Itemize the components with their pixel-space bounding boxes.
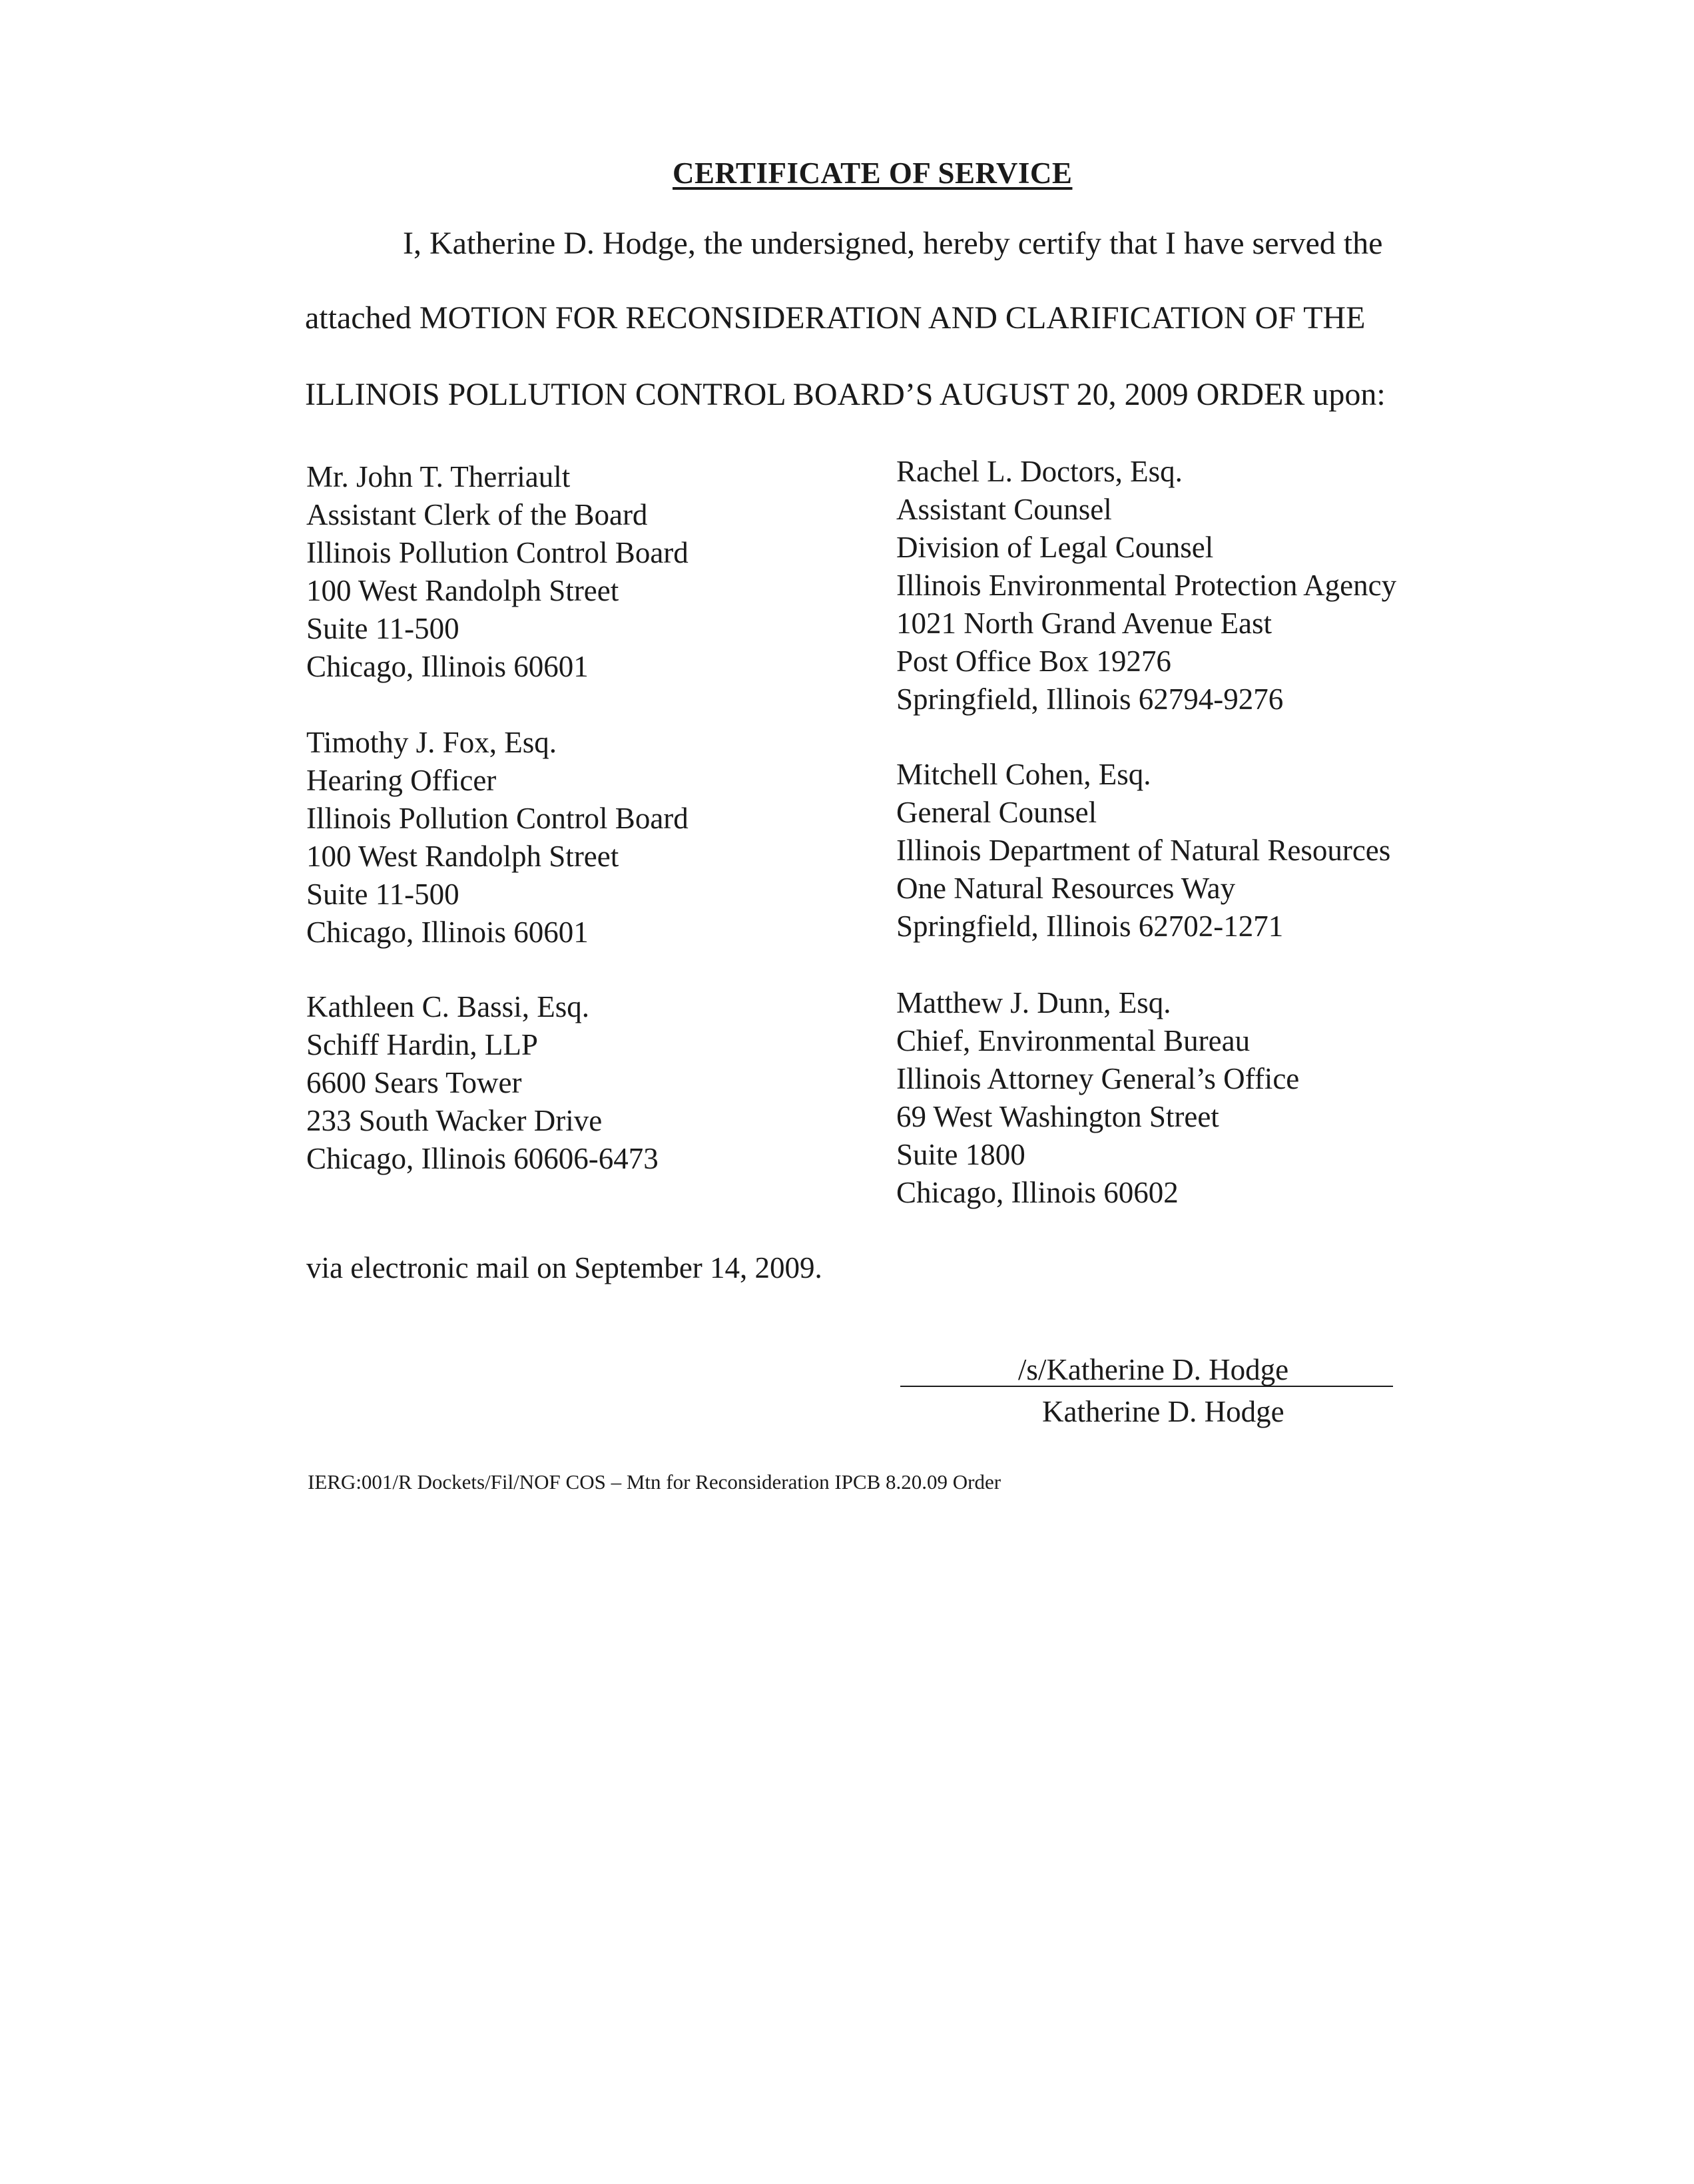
page-title: CERTIFICATE OF SERVICE: [673, 156, 1073, 190]
address-line: Suite 1800: [896, 1138, 1025, 1171]
address-line: Kathleen C. Bassi, Esq.: [306, 990, 589, 1023]
address-line: Timothy J. Fox, Esq.: [306, 726, 557, 759]
address-line: General Counsel: [896, 796, 1097, 829]
recipient-address-dunn: [896, 984, 1299, 1212]
recipient-address-therriault: [306, 458, 689, 686]
recipient-address-doctors: [896, 453, 1396, 718]
address-line: Suite 11-500: [306, 878, 459, 911]
recipient-address-cohen: [896, 756, 1390, 946]
address-line: 69 West Washington Street: [896, 1100, 1219, 1133]
address-line: Matthew J. Dunn, Esq.: [896, 986, 1171, 1019]
address-line: Springfield, Illinois 62794-9276: [896, 682, 1284, 716]
document-footer: IERG:001/R Dockets/Fil/NOF COS – Mtn for Reconsideration IPCB 8.20.09 Order: [308, 1470, 1001, 1494]
address-line: Schiff Hardin, LLP: [306, 1028, 538, 1061]
address-line: Post Office Box 19276: [896, 645, 1171, 678]
address-line: Division of Legal Counsel: [896, 531, 1214, 564]
address-line: Illinois Environmental Protection Agency: [896, 569, 1397, 602]
address-line: Illinois Department of Natural Resources: [896, 834, 1391, 867]
address-line: Chicago, Illinois 60601: [306, 650, 589, 683]
address-line: Suite 11-500: [306, 612, 459, 645]
address-line: Mr. John T. Therriault: [306, 460, 571, 493]
address-line: Illinois Pollution Control Board: [306, 536, 689, 569]
certification-line-3: ILLINOIS POLLUTION CONTROL BOARD’S AUGUST 20, 2009 ORDER upon:: [305, 377, 1386, 412]
address-line: Assistant Clerk of the Board: [306, 498, 648, 531]
recipient-address-fox: [306, 724, 689, 952]
recipient-address-bassi: [306, 988, 659, 1178]
address-line: Chicago, Illinois 60606-6473: [306, 1142, 659, 1175]
signature-line: [900, 1348, 1393, 1387]
address-line: Springfield, Illinois 62702-1271: [896, 910, 1284, 943]
address-line: Illinois Attorney General’s Office: [896, 1062, 1300, 1095]
certification-line-1: I, Katherine D. Hodge, the undersigned, hereby certify that I have served the: [403, 226, 1383, 261]
address-line: 6600 Sears Tower: [306, 1066, 522, 1099]
address-line: Assistant Counsel: [896, 493, 1112, 526]
address-line: 100 West Randolph Street: [306, 574, 619, 607]
address-line: One Natural Resources Way: [896, 872, 1236, 905]
address-line: Hearing Officer: [306, 764, 497, 797]
address-line: Illinois Pollution Control Board: [306, 802, 689, 835]
address-line: Rachel L. Doctors, Esq.: [896, 455, 1183, 488]
address-line: Chief, Environmental Bureau: [896, 1024, 1251, 1057]
certification-line-2: attached MOTION FOR RECONSIDERATION AND CLARIFICATION OF THE: [305, 300, 1366, 336]
address-line: Chicago, Illinois 60601: [306, 916, 589, 949]
address-line: 1021 North Grand Avenue East: [896, 607, 1272, 640]
electronic-signature: /s/Katherine D. Hodge: [1017, 1353, 1289, 1386]
address-line: Mitchell Cohen, Esq.: [896, 758, 1151, 791]
service-method: via electronic mail on September 14, 2009.: [306, 1251, 822, 1284]
address-line: 233 South Wacker Drive: [306, 1104, 603, 1137]
address-line: 100 West Randolph Street: [306, 840, 619, 873]
signer-name: Katherine D. Hodge: [1042, 1395, 1284, 1428]
address-line: Chicago, Illinois 60602: [896, 1176, 1179, 1209]
